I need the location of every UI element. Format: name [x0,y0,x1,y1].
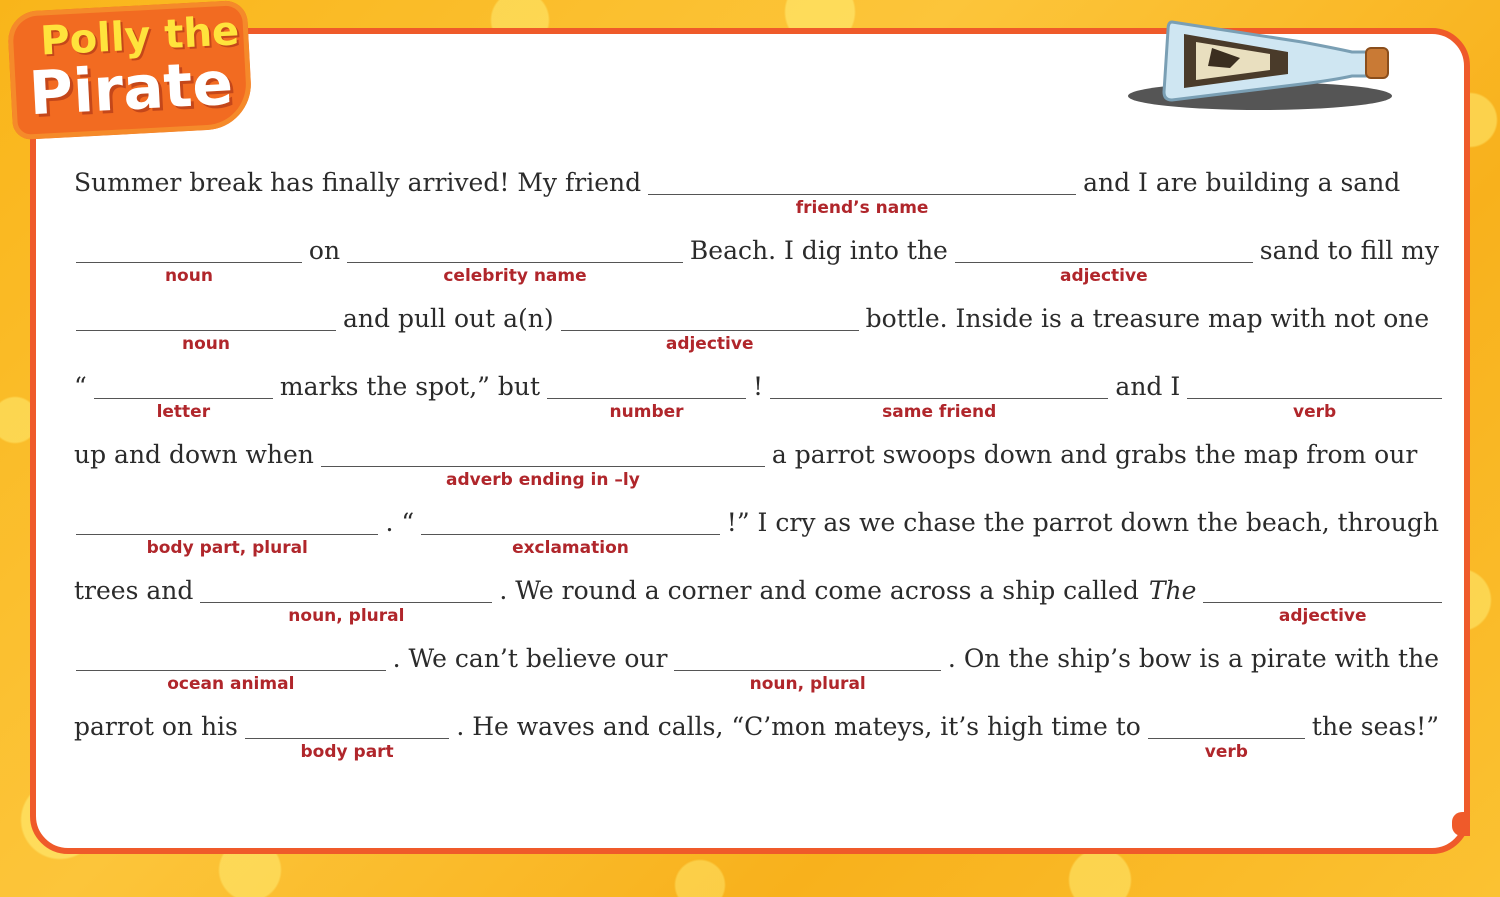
blank-label: verb [1293,402,1337,422]
story-text-segment: . “ [385,508,415,537]
blank-label: adjective [1059,266,1148,286]
blank-label: body part [300,742,394,762]
blank-label: adjective [1278,606,1367,626]
blank-label: noun, plural [749,674,866,694]
story-text-segment: up and down when [74,440,314,469]
story-line-4 [74,368,1444,436]
story-line-8 [74,640,1444,708]
blank-label: noun [182,334,230,354]
story-text-segment: . On the ship’s bow is a pirate with the [947,644,1439,673]
corner-decoration [1452,812,1470,836]
blank-label: celebrity name [443,266,587,286]
blank-letter[interactable] [94,368,273,422]
message-in-a-bottle-icon [1120,8,1400,114]
story-text-segment: and I are building a sand [1083,168,1401,197]
title-line-1: Polly the [39,8,241,65]
story-line-1 [74,164,1444,232]
story-line-7 [74,572,1444,640]
blank-label: exclamation [512,538,629,558]
blank-ocean-animal[interactable] [76,640,386,694]
story-text-segment: . He waves and calls, “C’mon mateys, it’s high time to [456,712,1141,741]
story-line-2 [74,232,1444,300]
blank-number[interactable] [547,368,746,422]
story-text-segment: “ [74,372,87,401]
blank-body-part-plural[interactable] [76,504,378,558]
blank-noun[interactable] [76,300,336,354]
story-text [74,164,1444,776]
blank-label: adverb ending in –ly [446,470,640,490]
story-text-segment: and pull out a(n) [343,304,554,333]
blank-label: same friend [882,402,997,422]
story-text-segment: !” I cry as we chase the parrot down the beach, through [726,508,1439,537]
story-text-segment: on [308,236,341,265]
blank-noun-plural[interactable] [674,640,941,694]
blank-noun[interactable] [76,232,302,286]
blank-same-friend[interactable] [770,368,1108,422]
blank-label: noun [164,266,213,286]
blank-exclamation[interactable] [421,504,720,558]
blank-label: adjective [665,334,754,354]
blank-label: body part, plural [146,538,308,558]
story-text-segment: The [1148,576,1197,605]
blank-label: letter [156,402,211,422]
blank-label: friend’s name [795,198,929,218]
story-text-segment: . We round a corner and come across a ship called [499,576,1139,605]
blank-verb[interactable] [1148,708,1305,762]
blank-noun-plural[interactable] [200,572,492,626]
blank-body-part[interactable] [245,708,449,762]
story-line-3 [74,300,1444,368]
story-line-6 [74,504,1444,572]
blank-label: verb [1204,742,1248,762]
title-line-2: Pirate [27,48,235,130]
story-text-segment: sand to fill my [1259,236,1440,265]
story-text-segment: bottle. Inside is a treasure map with not one [865,304,1430,333]
blank-label: noun, plural [288,606,405,626]
story-text-segment: parrot on his [74,712,238,741]
story-text-segment: trees and [74,576,194,605]
blank-adjective[interactable] [561,300,859,354]
blank-label: number [609,402,684,422]
story-text-segment: the seas!” [1311,712,1439,741]
blank-adjective[interactable] [955,232,1253,286]
blank-adjective[interactable] [1203,572,1442,626]
story-text-segment: a parrot swoops down and grabs the map from our [771,440,1418,469]
blank-friends-name[interactable] [648,164,1076,218]
blank-label: ocean animal [167,674,295,694]
blank-adverb[interactable] [321,436,765,490]
story-text-segment: and I [1115,372,1181,401]
blank-celebrity-name[interactable] [347,232,683,286]
story-text-segment: Beach. I dig into the [689,236,948,265]
blank-verb[interactable] [1187,368,1442,422]
title-badge [7,0,253,140]
story-line-9 [74,708,1444,776]
story-text-segment: marks the spot,” but [279,372,541,401]
story-text-segment: ! [753,372,764,401]
story-text-segment: Summer break has finally arrived! My friend [74,168,642,197]
story-line-5 [74,436,1444,504]
story-text-segment: . We can’t believe our [392,644,668,673]
